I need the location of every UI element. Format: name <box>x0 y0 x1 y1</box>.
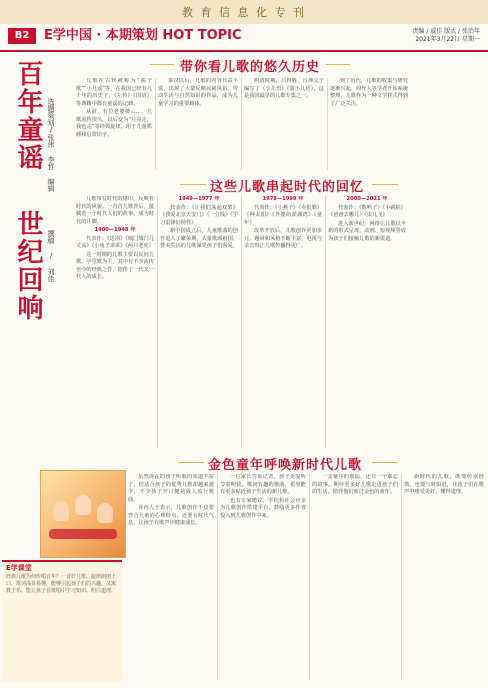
ribbon <box>49 529 117 539</box>
headline-line1: 百年童谣 <box>13 60 43 172</box>
title-deco-right <box>372 184 398 185</box>
headline-author: 选题策划/张伟 李哲 编辑 <box>47 98 55 192</box>
title-deco-right <box>372 462 398 463</box>
article-column: 新时代的儿歌，既要传承经典，也要与时俱进，让孩子们在歌声中感受美好、懂得道理。 <box>404 474 484 495</box>
column-divider <box>241 78 242 170</box>
sidebar-title: E学课堂 <box>6 564 32 572</box>
column-divider <box>155 78 156 170</box>
column-divider <box>217 474 218 680</box>
title-deco-right <box>326 64 350 65</box>
article-column: 明清时期，吕得胜、吕坤父子编写了《小儿语》《演小儿语》，这是我国最早的儿歌专集之一。 <box>244 78 324 99</box>
title-deco-left <box>150 64 174 65</box>
date-line: 2021年3月22日 星期一 <box>415 36 480 43</box>
title-deco-left <box>180 184 206 185</box>
masthead-banner: 教 育 信 息 化 专 刊 <box>0 0 488 24</box>
child-figure <box>53 501 69 521</box>
column-divider <box>157 196 158 448</box>
article-column: 一支童年的歌谣，还有一个难忘的故事。期待更多好儿歌走进孩子们的生活，陪伴他们度过金色的童年。 <box>312 474 398 495</box>
editor-line: 责编 / 戚佳 版式 / 张治年 <box>412 28 480 35</box>
section-title-memories: 这些儿歌串起时代的回忆 <box>210 180 365 195</box>
article-column: 到了近代，儿歌的收集与研究逐渐兴起，周作人等学者开始系统整理，儿歌作为一种文学样式得到了广泛关注。 <box>330 78 408 107</box>
paper-meta <box>412 28 480 44</box>
headline-line2: 世纪回响 <box>13 210 43 322</box>
article-column: 虽然现在的孩子听歌的渠道丰富了，但适合孩子的优秀儿歌却越来越少，不少孩子开口便是成人流行歌曲。 业内人士表示，儿歌创作不仅要符合儿童的心理特点，还要有时代气息，让孩子在歌声中健康成长。 <box>128 474 214 526</box>
child-figure <box>97 503 113 523</box>
section-title-history: 带你看儿歌的悠久历史 <box>180 60 321 75</box>
article-column: 1978—1999 年 代表作：《小燕子》《卖报歌》《种太阳》《外婆的澎湖湾》《童年》 改革开放后，儿歌创作更加多元，题材和风格不断丰富，电视与录音带让儿歌传播得更广。 <box>244 196 322 249</box>
headline-author: 撰稿 / 刘佳 <box>47 230 55 282</box>
column-divider <box>241 196 242 448</box>
children-illustration <box>40 470 126 558</box>
article-column: 儿歌在古代被称为“孺子歌”“小儿谣”等，在我国已经有几千年的历史了。《左传》《国语》等典籍中都有童谣的记载。 从前，有位老婆婆……，儿歌流传很久，以后变为“月亮走，我也走”等经典旋律，用于儿童哄睡和启蒙识字。 <box>76 78 152 138</box>
title-deco-left <box>178 462 204 463</box>
column-divider <box>401 474 402 680</box>
column-divider <box>325 196 326 448</box>
article-column: 2000—2021 年 代表作：《数鸭子》《小跳蛙》《爸爸去哪儿》《虫儿飞》 进入新世纪，网络让儿歌以全新的形式呈现，动画、短视频等成为孩子们接触儿歌的新渠道。 <box>328 196 406 242</box>
header-rule <box>0 50 488 52</box>
article-column: 秦汉以后，儿歌的内容日益丰富，出现了大量反映民间风俗、劳动生活与自然知识的作品，成为儿童学习的重要载体。 <box>158 78 238 107</box>
column-divider <box>327 78 328 170</box>
article-column: 儿歌带有时代的烙印，反映着时代的风貌。一首首儿歌背后，蕴藏着一个时代人们的故事，成为时代的注脚。 1900—1948 年 代表作：《送别》《城门城门几丈高》《小兔子乖乖》《两只老虎》 这一时期的儿歌主要以民间儿歌、学堂歌为主，其中有不少流传至今的经典之作，陪伴了一代又一代人的成长。 <box>76 196 154 280</box>
article-column: 一位家长告诉记者，孩子更爱听节奏明快、歌词有趣的歌曲，希望能有更多贴近孩子生活的新儿歌。 也有专家建议，学校和社会应多为儿歌创作搭建平台，鼓励更多作者投入到儿歌创作中来。 <box>220 474 306 519</box>
child-figure <box>75 495 91 515</box>
page-tag: B2 <box>8 28 36 44</box>
section-title-new-era: 金色童年呼唤新时代儿歌 <box>208 458 363 473</box>
column-divider <box>309 474 310 680</box>
sidebar-text: 经典儿歌为何传唱百年？一首好儿歌，旋律朗朗上口，歌词浅显易懂，能够引起孩子们的兴趣，又寓教于乐，能让孩子在歌唱中学习知识、明白道理。 <box>6 574 117 594</box>
article-column: 1949—1977 年 代表作：《让我们荡起双桨》《我爱北京天安门》《一分钱》《学习雷锋好榜样》 新中国成立后，儿童歌曲的创作进入了繁荣期，大量歌颂祖国、赞美生活的儿歌深受孩子们喜爱。 <box>160 196 238 249</box>
paper-title: E学中国 · 本期策划 HOT TOPIC <box>44 28 242 43</box>
